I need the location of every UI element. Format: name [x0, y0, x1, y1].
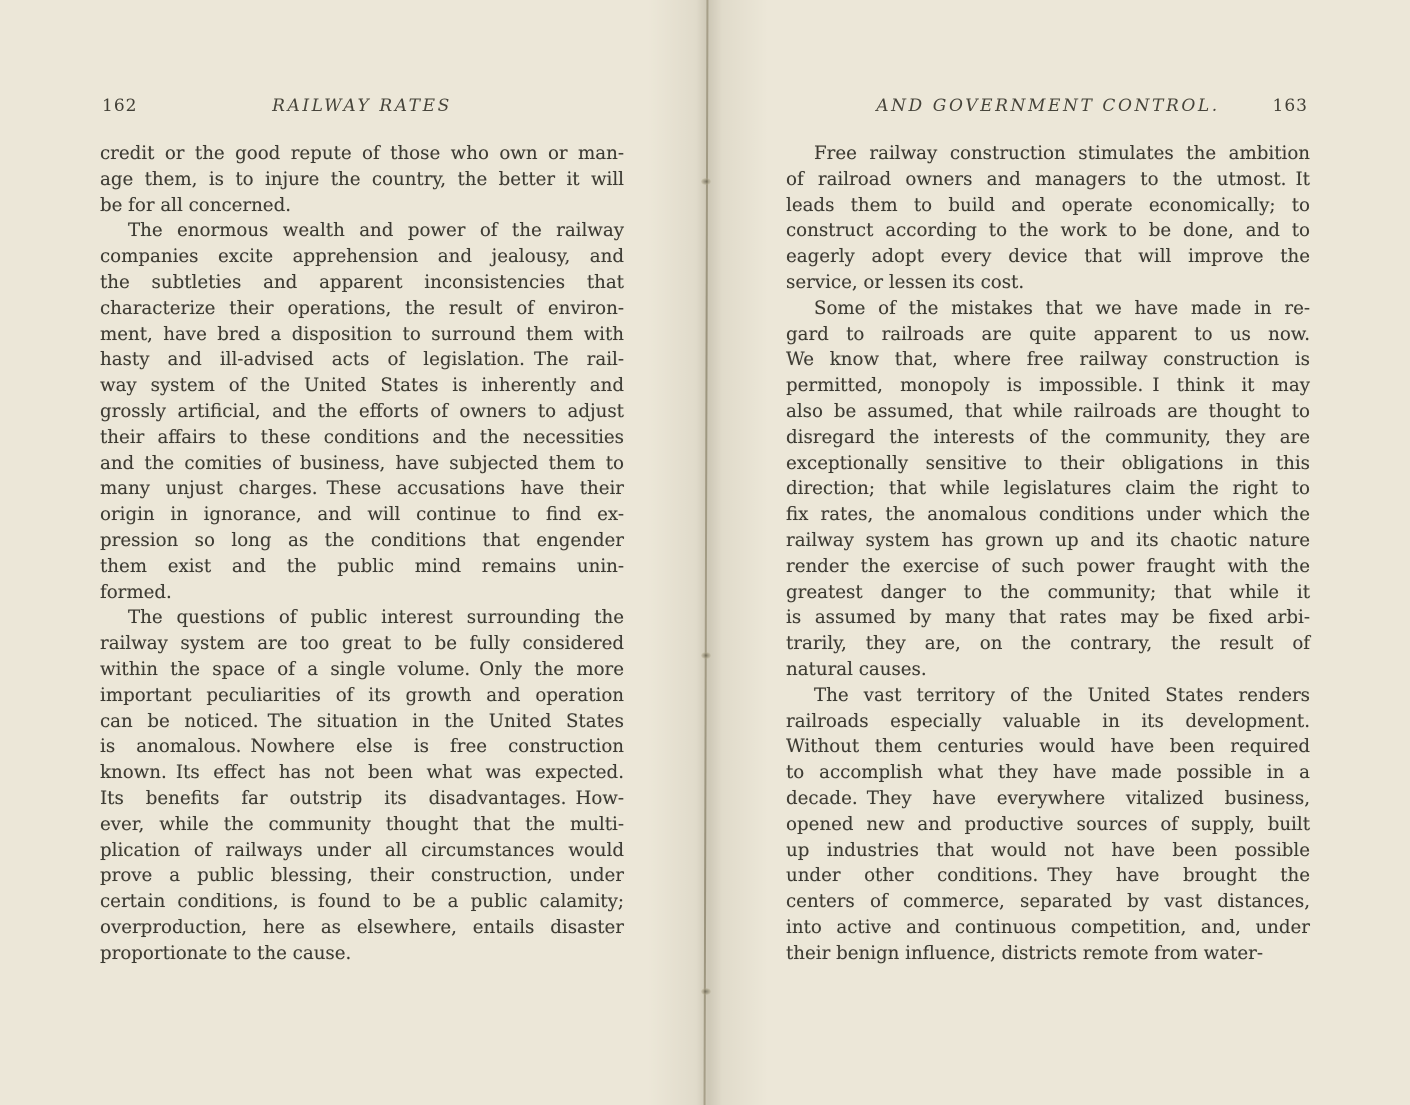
- text-line: characterize their operations, the result of environ-: [100, 297, 624, 319]
- text-line: construct according to the work to be done, and to: [786, 220, 1310, 242]
- right-running-head: AND GOVERNMENT CONTROL.: [876, 96, 1220, 116]
- text-line: direction; that while legislatures claim the right to: [786, 478, 1310, 500]
- text-line: companies excite apprehension and jealousy, and: [100, 246, 624, 268]
- text-line: overproduction, here as elsewhere, entails disaster: [100, 916, 624, 938]
- text-line: and the comities of business, have subjected them to: [100, 452, 624, 474]
- text-line: their affairs to these conditions and the necessities: [100, 426, 624, 448]
- text-line: service, or lessen its cost.: [786, 271, 1025, 293]
- text-line: Without them centuries would have been required: [786, 736, 1310, 758]
- text-line: disregard the interests of the community, they are: [786, 426, 1310, 448]
- text-line: eagerly adopt every device that will improve the: [786, 246, 1310, 268]
- text-line: Some of the mistakes that we have made in re-: [814, 297, 1310, 319]
- text-line: up industries that would not have been possible: [786, 839, 1310, 861]
- text-line: We know that, where free railway construction is: [786, 349, 1310, 371]
- binding-stitch: [701, 988, 711, 995]
- text-line: grossly artificial, and the efforts of owners to adjust: [100, 400, 624, 422]
- text-line: can be noticed. The situation in the United States: [100, 710, 624, 732]
- text-line: important peculiarities of its growth and operation: [100, 684, 624, 706]
- text-line: credit or the good repute of those who own or man-: [100, 143, 624, 164]
- text-line: their benign influence, districts remote from water-: [786, 942, 1263, 964]
- text-line: centers of commerce, separated by vast distances,: [786, 891, 1310, 913]
- text-line: Its benefits far outstrip its disadvantages. How-: [100, 787, 624, 809]
- text-line: plication of railways under all circumstances would: [100, 839, 624, 861]
- text-line: formed.: [100, 581, 172, 603]
- text-line: origin in ignorance, and will continue to find ex-: [100, 504, 624, 526]
- text-line: under other conditions. They have brought the: [786, 865, 1310, 887]
- text-line: decade. They have everywhere vitalized business,: [786, 787, 1310, 809]
- text-line: render the exercise of such power fraught with the: [786, 555, 1310, 577]
- text-line: Free railway construction stimulates the ambition: [814, 143, 1310, 164]
- text-line: ment, have bred a disposition to surround them with: [100, 323, 624, 345]
- text-line: gard to railroads are quite apparent to us now.: [786, 323, 1310, 345]
- text-line: is anomalous. Nowhere else is free construction: [100, 736, 624, 758]
- text-line: the subtleties and apparent inconsistencies that: [100, 271, 624, 293]
- text-line: within the space of a single volume. Only the more: [100, 658, 624, 680]
- text-line: be for all concerned.: [100, 194, 291, 216]
- left-page-header: [100, 94, 624, 118]
- text-line: them exist and the public mind remains unin-: [100, 555, 624, 577]
- binding-gutter-line: [704, 0, 709, 1105]
- left-running-head: RAILWAY RATES: [272, 96, 452, 116]
- text-line: proportionate to the cause.: [100, 942, 352, 964]
- left-page-number: 162: [102, 96, 138, 116]
- text-line: into active and continuous competition, and, under: [786, 916, 1310, 938]
- text-line: prove a public blessing, their construction, under: [100, 865, 624, 887]
- text-line: greatest danger to the community; that while it: [786, 581, 1310, 603]
- text-line: The vast territory of the United States renders: [814, 684, 1310, 706]
- text-line: also be assumed, that while railroads are thought to: [786, 400, 1310, 422]
- text-line: permitted, monopoly is impossible. I think it may: [786, 375, 1310, 397]
- text-line: way system of the United States is inherently and: [100, 375, 624, 397]
- right-page-number: 163: [1272, 96, 1308, 116]
- text-line: railway system are too great to be fully considered: [100, 633, 624, 655]
- text-line: age them, is to injure the country, the better it will: [100, 168, 624, 190]
- text-line: railroads especially valuable in its development.: [786, 710, 1310, 732]
- text-line: trarily, they are, on the contrary, the result of: [786, 633, 1310, 655]
- text-line: exceptionally sensitive to their obligations in this: [786, 452, 1310, 474]
- right-page-header: [786, 94, 1310, 118]
- text-line: leads them to build and operate economically; to: [786, 194, 1310, 216]
- text-line: to accomplish what they have made possible in a: [786, 762, 1310, 784]
- text-line: opened new and productive sources of supply, built: [786, 813, 1310, 835]
- text-line: is assumed by many that rates may be fixed arbi-: [786, 607, 1310, 629]
- text-line: ever, while the community thought that the multi-: [100, 813, 624, 835]
- binding-stitch: [701, 178, 711, 185]
- text-line: pression so long as the conditions that engender: [100, 529, 624, 551]
- text-line: certain conditions, is found to be a public calamity;: [100, 891, 624, 913]
- text-line: natural causes.: [786, 658, 927, 680]
- text-line: hasty and ill-advised acts of legislation. The rail-: [100, 349, 624, 371]
- binding-stitch: [701, 652, 711, 659]
- text-line: of railroad owners and managers to the utmost. It: [786, 168, 1310, 190]
- text-line: The questions of public interest surrounding the: [128, 607, 624, 629]
- text-line: railway system has grown up and its chaotic nature: [786, 529, 1310, 551]
- text-line: The enormous wealth and power of the railway: [128, 220, 624, 242]
- left-page-text: [100, 141, 624, 967]
- text-line: many unjust charges. These accusations have their: [100, 478, 624, 500]
- text-line: known. Its effect has not been what was expected.: [100, 762, 624, 784]
- text-line: fix rates, the anomalous conditions under which the: [786, 504, 1310, 526]
- right-page-text: [786, 141, 1310, 967]
